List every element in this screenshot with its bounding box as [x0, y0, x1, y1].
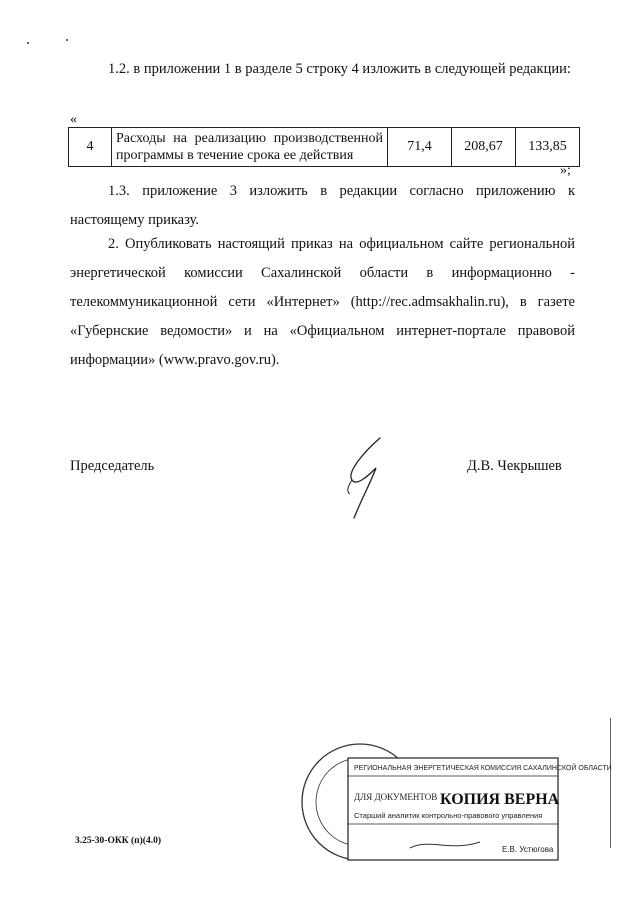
scan-speck: [27, 42, 29, 44]
value-cell-1: 71,4: [388, 128, 452, 167]
table-row: [69, 128, 580, 167]
handwritten-signature: [332, 432, 392, 522]
value-cell-2: 208,67: [452, 128, 516, 167]
svg-text:Старший аналитик контрольно-пр: Старший аналитик контрольно-правового управления: [354, 811, 543, 820]
row-description-cell: Расходы на реализацию производственной программы в течение срока ее действия: [112, 128, 388, 167]
close-quote: »;: [560, 163, 571, 178]
document-code: 3.25-30-ОКК (п)(4.0): [75, 836, 161, 846]
certification-stamp: [290, 740, 612, 870]
signatory-name: Д.В. Чекрышев: [467, 458, 562, 474]
svg-text:КОПИЯ ВЕРНА: КОПИЯ ВЕРНА: [440, 791, 560, 808]
paragraph-1-3: 1.3. приложение 3 изложить в редакции согласно приложению к настоящему приказу.: [70, 183, 575, 228]
row-number-cell: 4: [69, 128, 112, 167]
paragraph-2: 2. Опубликовать настоящий приказ на официальном сайте региональной энергетической комиссии Сахалинской области в информационно - телекоммуникационной сети «Интернет» (http://rec.admsakhalin.ru), в газете «Губернские ведомости» и на «Официальном интернет-портале правовой информации» (www.pravo.gov.ru).: [70, 236, 575, 368]
signatory-title: Председатель: [70, 458, 155, 474]
value-cell-3: 133,85: [516, 128, 580, 167]
open-quote: «: [70, 112, 77, 127]
paragraph-1-2: 1.2. в приложении 1 в разделе 5 строку 4 изложить в следующей редакции:: [108, 61, 571, 77]
svg-text:РЕГИОНАЛЬНАЯ ЭНЕРГЕТИЧЕСКАЯ КО: РЕГИОНАЛЬНАЯ ЭНЕРГЕТИЧЕСКАЯ КОМИССИЯ САХАЛИНСКОЙ ОБЛАСТИ: [354, 765, 612, 772]
scan-edge-line: [610, 718, 611, 848]
svg-text:ДЛЯ ДОКУМЕНТОВ: ДЛЯ ДОКУМЕНТОВ: [354, 792, 438, 802]
scan-speck: [66, 39, 68, 41]
amendment-table: [68, 127, 580, 167]
svg-text:Е.В. Устюгова: Е.В. Устюгова: [502, 845, 554, 854]
